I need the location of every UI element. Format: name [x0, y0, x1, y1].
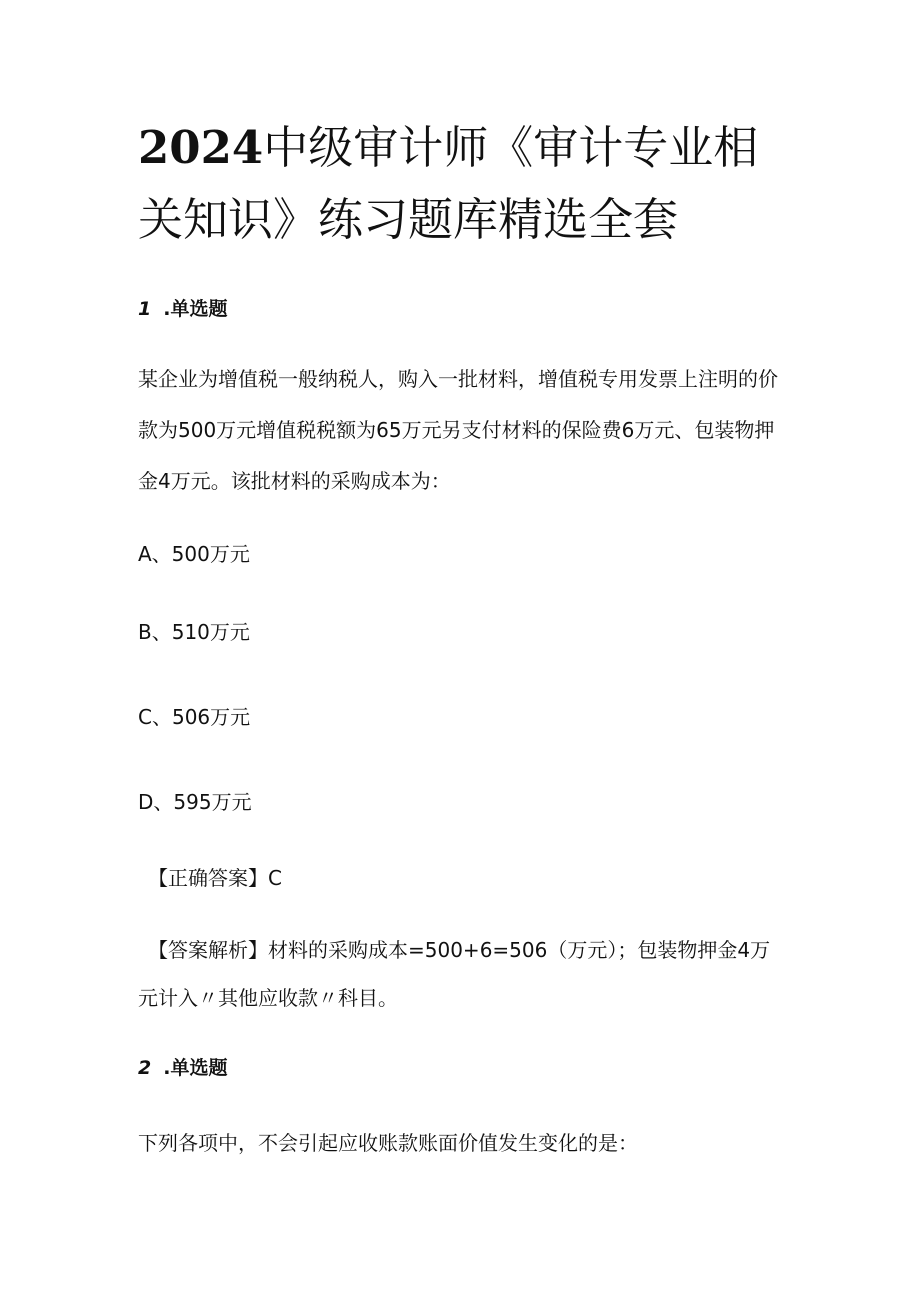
answer-analysis: 【答案解析】材料的采购成本=500+6=506（万元）；包装物押金4万元计入〃其他应收款〃科目。: [138, 938, 771, 1010]
option-c: C、506万元: [138, 705, 251, 729]
title-text: 中级审计师《审计专业相关知识》练习题库精选全套: [138, 121, 759, 246]
question-2-header: [138, 1055, 227, 1081]
answer-label: 【正确答案】: [148, 866, 268, 890]
question-type: .单选题: [163, 1057, 228, 1079]
document-title: [138, 112, 798, 256]
correct-answer: [148, 864, 282, 892]
question-1-header: [138, 296, 227, 322]
answer-value: C: [268, 866, 282, 890]
option-a: A、500万元: [138, 542, 250, 566]
question-type: .单选题: [163, 298, 228, 320]
option-b: B、510万元: [138, 620, 250, 644]
question-2-stem: 下列各项中，不会引起应收账款账面价值发生变化的是：: [138, 1131, 638, 1155]
question-number: 1: [138, 298, 152, 320]
question-number: 2: [138, 1057, 152, 1079]
option-d: D、595万元: [138, 790, 252, 814]
question-1-stem: 某企业为增值税一般纳税人，购入一批材料，增值税专用发票上注明的价款为500万元增值税税额为65万元另支付材料的保险费6万元、包装物押金4万元。该批材料的采购成本为：: [138, 367, 778, 493]
title-year: 2024: [138, 121, 264, 174]
